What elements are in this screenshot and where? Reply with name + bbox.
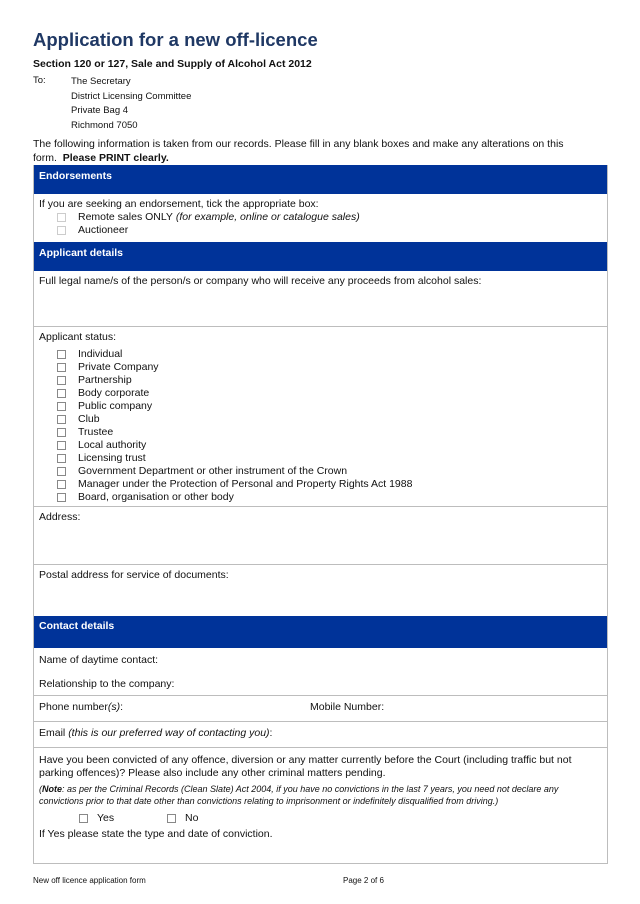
status-option-club[interactable] [39,413,602,426]
recipient-line: Richmond 7050 [71,119,138,131]
address-label: Address: [39,511,81,523]
status-option-body-corporate[interactable] [39,387,602,400]
email-hint: (this is our preferred way of contacting you) [68,727,270,739]
status-option-partnership[interactable] [39,374,602,387]
conviction-no-option[interactable] [167,812,255,825]
convictions-cell [34,747,607,863]
conviction-question: Have you been convicted of any offence, diversion or any matter currently before the Court (including traffic but not parking offences)? Please also include any other criminal matters pending. [39,754,572,779]
recipient-line: Private Bag 4 [71,105,129,116]
note-text: : as per the Criminal Records (Clean Slate) Act 2004, if you have no convictions in the last 7 years, you need not declare any convictions prior to that date other than convictions relating to imprisonment or indefinitely disqualified from driving.) [39,784,559,806]
to-label: To: [33,75,46,86]
status-option-individual[interactable] [39,348,602,361]
phone-label-colon: : [120,701,124,713]
section-header-contact: Contact details [34,616,607,648]
option-label: Licensing trust [78,452,146,464]
option-label: Individual [78,348,123,360]
phone-cell[interactable] [34,695,607,721]
full-name-label: Full legal name/s of the person/s or company who will receive any proceeds from alcohol sales: [39,275,482,287]
checkbox-icon[interactable] [57,350,66,359]
status-option-local-authority[interactable] [39,439,602,452]
status-option-trustee[interactable] [39,426,602,439]
checkbox-icon[interactable] [57,376,66,385]
intro-bold: Please PRINT clearly. [62,152,169,164]
option-label: Private Company [78,361,159,373]
daytime-contact-label: Name of daytime contact: [39,654,159,666]
option-label: Club [78,413,100,425]
option-hint: (for example, online or catalogue sales) [175,211,360,223]
option-label: Remote sales ONLY [78,211,173,223]
applicant-status-cell [34,326,607,506]
footer-form-name: New off licence application form [33,876,146,885]
endorsements-cell [34,194,607,242]
recipient-line: The Secretary [71,76,131,87]
option-label: Manager under the Protection of Personal and Property Rights Act 1988 [78,478,413,490]
status-option-board-organisation[interactable] [39,491,602,504]
section-header-applicant: Applicant details [34,242,607,271]
conviction-yes-no [39,812,602,825]
phone-label-text: Phone number [39,701,108,713]
status-option-licensing-trust[interactable] [39,452,602,465]
daytime-contact-cell[interactable] [34,648,607,695]
checkbox-icon[interactable] [57,467,66,476]
email-cell[interactable] [34,721,607,747]
option-label: Local authority [78,439,147,451]
endorsements-prompt: If you are seeking an endorsement, tick the appropriate box: [39,198,319,210]
checkbox-icon[interactable] [167,814,176,823]
section-header-endorsements: Endorsements [34,165,607,194]
checkbox-icon[interactable] [57,441,66,450]
recipient-line: District Licensing Committee [71,90,192,102]
intro-plain: The following information is taken from our records. Please fill in any blank boxes and make any alterations on this form. [33,138,564,164]
status-option-manager-pppr[interactable] [39,478,602,491]
status-option-private-company[interactable] [39,361,602,374]
checkbox-icon[interactable] [57,415,66,424]
option-label: Body corporate [78,387,150,399]
relationship-label: Relationship to the company: [39,678,175,690]
clean-slate-note [39,783,602,807]
intro-text [33,137,593,165]
application-form [33,165,608,864]
checkbox-icon[interactable] [57,480,66,489]
conviction-yes-option[interactable] [79,812,167,825]
if-yes-label: If Yes please state the type and date of conviction. [39,828,273,840]
checkbox-icon[interactable] [57,213,66,222]
note-bold: Note [42,784,62,794]
option-label: Public company [78,400,153,412]
postal-address-field[interactable] [34,564,607,616]
checkbox-icon[interactable] [57,226,66,235]
checkbox-icon[interactable] [57,428,66,437]
page-title: Application for a new off-licence [33,29,318,50]
note-open: ( [39,784,42,794]
status-option-public-company[interactable] [39,400,602,413]
phone-label-plural: (s) [107,701,121,713]
address-field[interactable] [34,506,607,564]
option-label: Government Department or other instrument of the Crown [78,465,348,477]
recipient-address [71,75,191,133]
email-colon: : [269,727,273,739]
footer-page-number: Page 2 of 6 [343,876,384,885]
email-label: Email [39,727,66,739]
applicant-status-label: Applicant status: [39,331,117,343]
status-option-government-department[interactable] [39,465,602,478]
checkbox-icon[interactable] [57,493,66,502]
checkbox-icon[interactable] [57,454,66,463]
checkbox-icon[interactable] [57,363,66,372]
act-subtitle: Section 120 or 127, Sale and Supply of Alcohol Act 2012 [33,58,312,70]
option-label: Board, organisation or other body [78,491,234,503]
endorsement-option-remote-sales[interactable] [39,211,602,224]
yes-label: Yes [97,812,115,824]
mobile-label: Mobile Number: [310,701,385,713]
option-label: Auctioneer [78,224,129,236]
endorsement-option-auctioneer[interactable] [39,224,602,237]
postal-address-label: Postal address for service of documents: [39,569,229,581]
phone-label [39,701,123,714]
checkbox-icon[interactable] [79,814,88,823]
no-label: No [185,812,199,824]
option-label: Trustee [78,426,114,438]
full-name-field[interactable] [34,271,607,326]
checkbox-icon[interactable] [57,402,66,411]
checkbox-icon[interactable] [57,389,66,398]
option-label: Partnership [78,374,132,386]
